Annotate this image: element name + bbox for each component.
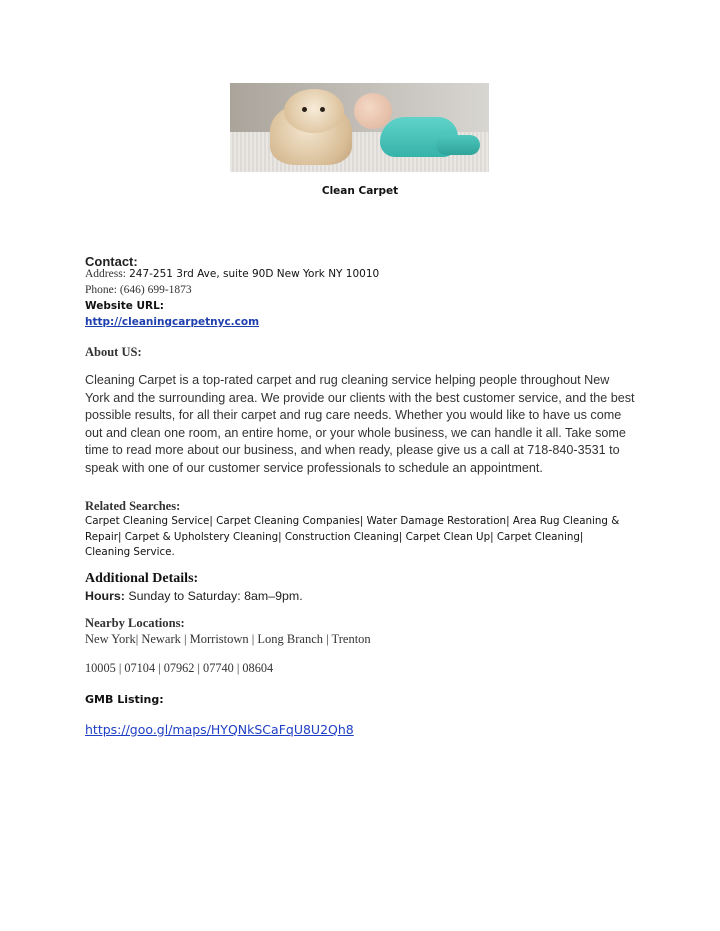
image-caption: Clean Carpet bbox=[321, 185, 399, 197]
related-searches-heading: Related Searches: bbox=[85, 499, 181, 513]
hours-line bbox=[85, 589, 303, 603]
additional-details-heading: Additional Details: bbox=[85, 571, 199, 586]
website-link[interactable]: http://cleaningcarpetnyc.com bbox=[85, 316, 260, 328]
gmb-listing-heading: GMB Listing: bbox=[85, 693, 164, 706]
about-text: Cleaning Carpet is a top-rated carpet and rug cleaning service helping people throughout New York and the surrounding area. We provide our clients with the best customer service, and the best possible results, for all their carpet and rug care needs. Whether you would like to have us come out and clean one room, an entire home, or your whole business, we can handle it all. Take some time to read more about our business, and when ready, please give us a call at 718-840-3531 to speak with one of our customer service professionals to schedule an appointment. bbox=[85, 373, 635, 475]
hero-image-dog-and-baby bbox=[230, 83, 489, 172]
dog-head bbox=[284, 89, 344, 133]
nearby-locations-heading: Nearby Locations: bbox=[85, 616, 185, 630]
gmb-listing-link[interactable]: https://goo.gl/maps/HYQNkSCaFqU8U2Qh8 bbox=[85, 722, 354, 737]
address-label: Address: bbox=[85, 268, 126, 280]
hours-value: Sunday to Saturday: 8am–9pm. bbox=[128, 589, 303, 603]
phone-line: Phone: (646) 699-1873 bbox=[85, 284, 192, 296]
website-label: Website URL: bbox=[85, 300, 164, 312]
dog-eye bbox=[320, 107, 325, 112]
contact-heading: Contact: bbox=[85, 254, 138, 269]
related-searches-text: Carpet Cleaning Service| Carpet Cleaning Companies| Water Damage Restoration| Area Rug Cleaning & Repair| Carpet & Upholstery Cleaning| Construction Cleaning| Carpet Clean Up| Carpet Cleaning| Cleaning Service. bbox=[85, 515, 620, 558]
website-link-line bbox=[85, 316, 259, 328]
about-heading: About US: bbox=[85, 345, 142, 359]
dog-eye bbox=[302, 107, 307, 112]
address-value: 247-251 3rd Ave, suite 90D New York NY 10010 bbox=[129, 268, 380, 280]
address-line bbox=[85, 268, 379, 280]
zip-codes: 10005 | 07104 | 07962 | 07740 | 08604 bbox=[85, 661, 274, 675]
hours-label: Hours: bbox=[85, 589, 125, 603]
nearby-locations-list: New York| Newark | Morristown | Long Branch | Trenton bbox=[85, 632, 371, 646]
baby-head bbox=[354, 93, 392, 129]
baby-leg bbox=[436, 135, 480, 155]
